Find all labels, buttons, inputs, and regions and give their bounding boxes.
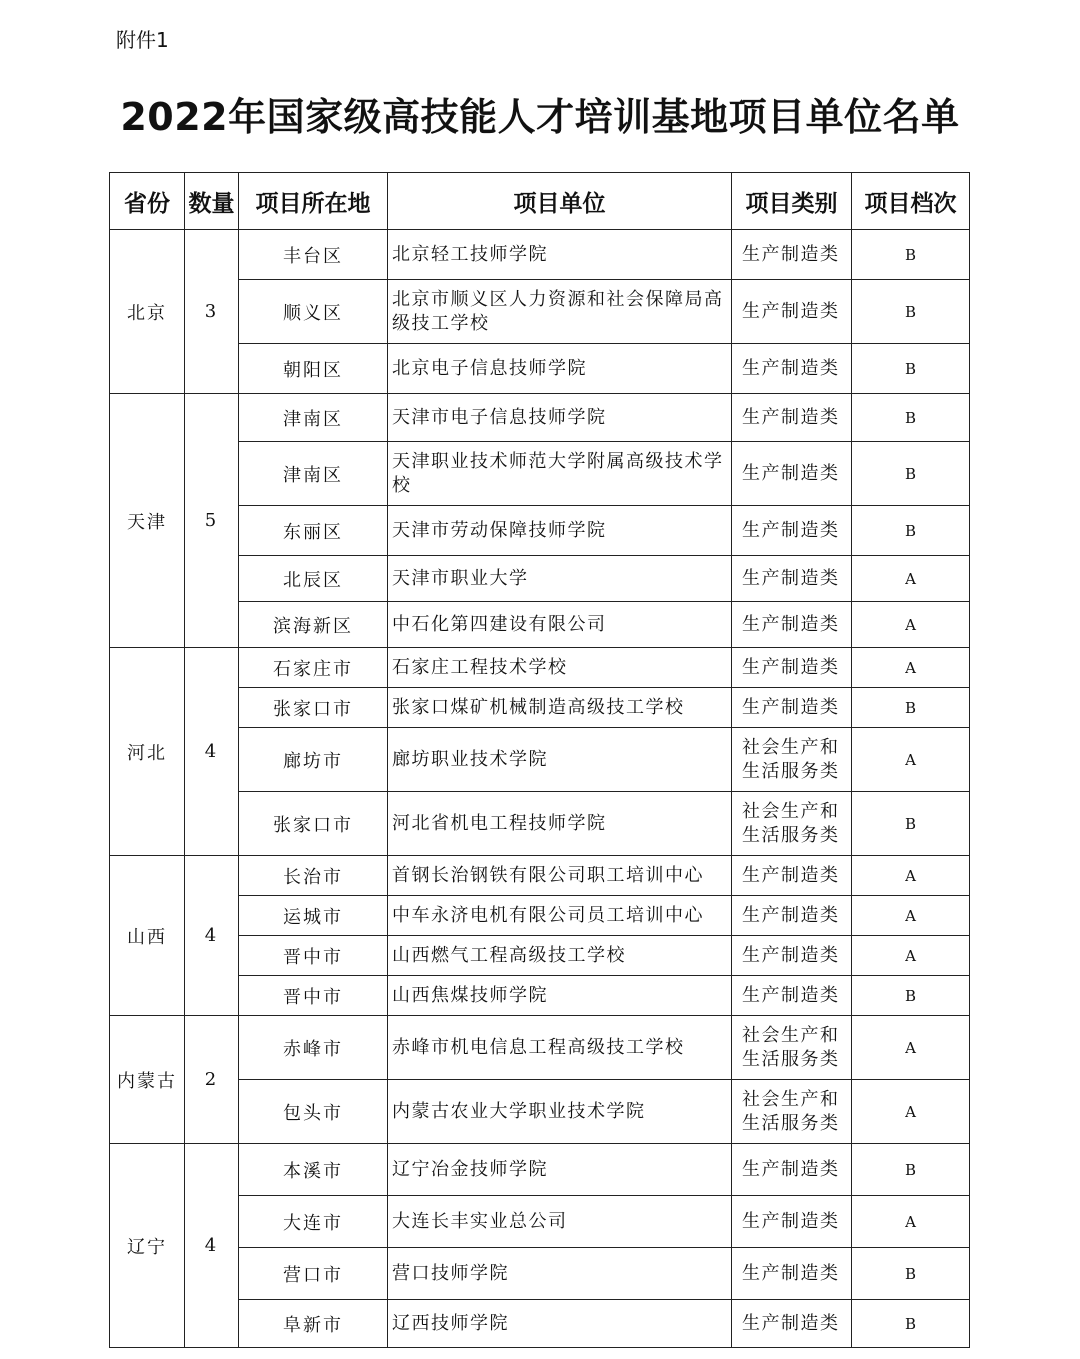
page-title: 2022年国家级高技能人才培训基地项目单位名单 <box>120 95 960 139</box>
category-cell: 生产制造类 <box>732 602 852 648</box>
table-row <box>110 1300 970 1348</box>
unit-cell: 河北省机电工程技师学院 <box>388 792 732 856</box>
unit-cell: 辽西技师学院 <box>388 1300 732 1348</box>
header-count: 数量 <box>185 173 239 230</box>
category-cell: 社会生产和生活服务类 <box>732 1016 852 1080</box>
province-cell: 河北 <box>110 648 185 856</box>
level-cell: B <box>852 394 970 442</box>
location-cell: 晋中市 <box>239 976 388 1016</box>
table-row <box>110 728 970 792</box>
level-cell: A <box>852 1196 970 1248</box>
level-cell: B <box>852 688 970 728</box>
unit-cell: 内蒙古农业大学职业技术学院 <box>388 1080 732 1144</box>
table-row <box>110 394 970 442</box>
category-cell: 社会生产和生活服务类 <box>732 1080 852 1144</box>
project-table <box>109 172 970 1348</box>
level-cell: A <box>852 1080 970 1144</box>
count-cell: 5 <box>185 394 239 648</box>
location-cell: 北辰区 <box>239 556 388 602</box>
category-cell: 生产制造类 <box>732 976 852 1016</box>
count-cell: 4 <box>185 1144 239 1348</box>
level-cell: B <box>852 976 970 1016</box>
table-row <box>110 1080 970 1144</box>
location-cell: 本溪市 <box>239 1144 388 1196</box>
unit-cell: 天津市劳动保障技师学院 <box>388 506 732 556</box>
unit-cell: 营口技师学院 <box>388 1248 732 1300</box>
unit-cell: 廊坊职业技术学院 <box>388 728 732 792</box>
unit-cell: 北京轻工技师学院 <box>388 230 732 280</box>
level-cell: B <box>852 1144 970 1196</box>
unit-cell: 首钢长治钢铁有限公司职工培训中心 <box>388 856 732 896</box>
table-row <box>110 506 970 556</box>
category-cell: 生产制造类 <box>732 936 852 976</box>
level-cell: B <box>852 230 970 280</box>
table-row <box>110 936 970 976</box>
unit-cell: 天津市电子信息技师学院 <box>388 394 732 442</box>
unit-cell: 赤峰市机电信息工程高级技工学校 <box>388 1016 732 1080</box>
category-cell: 社会生产和生活服务类 <box>732 792 852 856</box>
level-cell: B <box>852 1300 970 1348</box>
table-header-row <box>110 173 970 230</box>
category-cell: 生产制造类 <box>732 1248 852 1300</box>
table-row <box>110 648 970 688</box>
location-cell: 丰台区 <box>239 230 388 280</box>
province-cell: 山西 <box>110 856 185 1016</box>
level-cell: B <box>852 442 970 506</box>
count-cell: 4 <box>185 856 239 1016</box>
level-cell: A <box>852 556 970 602</box>
unit-cell: 北京市顺义区人力资源和社会保障局高级技工学校 <box>388 280 732 344</box>
category-cell: 生产制造类 <box>732 344 852 394</box>
table-row <box>110 442 970 506</box>
category-cell: 生产制造类 <box>732 1300 852 1348</box>
table-row <box>110 1144 970 1196</box>
table-row <box>110 792 970 856</box>
count-cell: 3 <box>185 230 239 394</box>
header-province: 省份 <box>110 173 185 230</box>
count-cell: 4 <box>185 648 239 856</box>
category-cell: 生产制造类 <box>732 506 852 556</box>
table-row <box>110 602 970 648</box>
table-row <box>110 230 970 280</box>
table-row <box>110 896 970 936</box>
location-cell: 张家口市 <box>239 688 388 728</box>
unit-cell: 大连长丰实业总公司 <box>388 1196 732 1248</box>
level-cell: A <box>852 1016 970 1080</box>
location-cell: 朝阳区 <box>239 344 388 394</box>
category-cell: 生产制造类 <box>732 556 852 602</box>
category-cell: 生产制造类 <box>732 648 852 688</box>
level-cell: A <box>852 648 970 688</box>
category-cell: 社会生产和生活服务类 <box>732 728 852 792</box>
header-location: 项目所在地 <box>239 173 388 230</box>
table-row <box>110 556 970 602</box>
unit-cell: 山西燃气工程高级技工学校 <box>388 936 732 976</box>
location-cell: 张家口市 <box>239 792 388 856</box>
level-cell: B <box>852 792 970 856</box>
location-cell: 运城市 <box>239 896 388 936</box>
location-cell: 营口市 <box>239 1248 388 1300</box>
unit-cell: 张家口煤矿机械制造高级技工学校 <box>388 688 732 728</box>
level-cell: A <box>852 936 970 976</box>
table-row <box>110 344 970 394</box>
location-cell: 阜新市 <box>239 1300 388 1348</box>
level-cell: B <box>852 506 970 556</box>
table-row <box>110 1016 970 1080</box>
table-row <box>110 280 970 344</box>
location-cell: 包头市 <box>239 1080 388 1144</box>
table-row <box>110 976 970 1016</box>
category-cell: 生产制造类 <box>732 280 852 344</box>
count-cell: 2 <box>185 1016 239 1144</box>
location-cell: 赤峰市 <box>239 1016 388 1080</box>
unit-cell: 山西焦煤技师学院 <box>388 976 732 1016</box>
unit-cell: 中石化第四建设有限公司 <box>388 602 732 648</box>
location-cell: 廊坊市 <box>239 728 388 792</box>
category-cell: 生产制造类 <box>732 230 852 280</box>
table-row <box>110 688 970 728</box>
level-cell: B <box>852 1248 970 1300</box>
location-cell: 顺义区 <box>239 280 388 344</box>
category-cell: 生产制造类 <box>732 394 852 442</box>
unit-cell: 中车永济电机有限公司员工培训中心 <box>388 896 732 936</box>
category-cell: 生产制造类 <box>732 688 852 728</box>
header-category: 项目类别 <box>732 173 852 230</box>
province-cell: 辽宁 <box>110 1144 185 1348</box>
category-cell: 生产制造类 <box>732 1144 852 1196</box>
table-row <box>110 1248 970 1300</box>
table-row <box>110 1196 970 1248</box>
category-cell: 生产制造类 <box>732 442 852 506</box>
unit-cell: 石家庄工程技术学校 <box>388 648 732 688</box>
unit-cell: 辽宁冶金技师学院 <box>388 1144 732 1196</box>
province-cell: 北京 <box>110 230 185 394</box>
unit-cell: 北京电子信息技师学院 <box>388 344 732 394</box>
category-cell: 生产制造类 <box>732 1196 852 1248</box>
level-cell: A <box>852 602 970 648</box>
level-cell: A <box>852 728 970 792</box>
category-cell: 生产制造类 <box>732 856 852 896</box>
location-cell: 晋中市 <box>239 936 388 976</box>
level-cell: B <box>852 344 970 394</box>
level-cell: A <box>852 856 970 896</box>
table-row <box>110 856 970 896</box>
province-cell: 天津 <box>110 394 185 648</box>
location-cell: 石家庄市 <box>239 648 388 688</box>
unit-cell: 天津职业技术师范大学附属高级技术学校 <box>388 442 732 506</box>
location-cell: 津南区 <box>239 442 388 506</box>
level-cell: A <box>852 896 970 936</box>
location-cell: 滨海新区 <box>239 602 388 648</box>
location-cell: 长治市 <box>239 856 388 896</box>
unit-cell: 天津市职业大学 <box>388 556 732 602</box>
level-cell: B <box>852 280 970 344</box>
location-cell: 津南区 <box>239 394 388 442</box>
location-cell: 东丽区 <box>239 506 388 556</box>
category-cell: 生产制造类 <box>732 896 852 936</box>
attachment-label: 附件1 <box>116 28 169 52</box>
header-unit: 项目单位 <box>388 173 732 230</box>
province-cell: 内蒙古 <box>110 1016 185 1144</box>
location-cell: 大连市 <box>239 1196 388 1248</box>
header-level: 项目档次 <box>852 173 970 230</box>
